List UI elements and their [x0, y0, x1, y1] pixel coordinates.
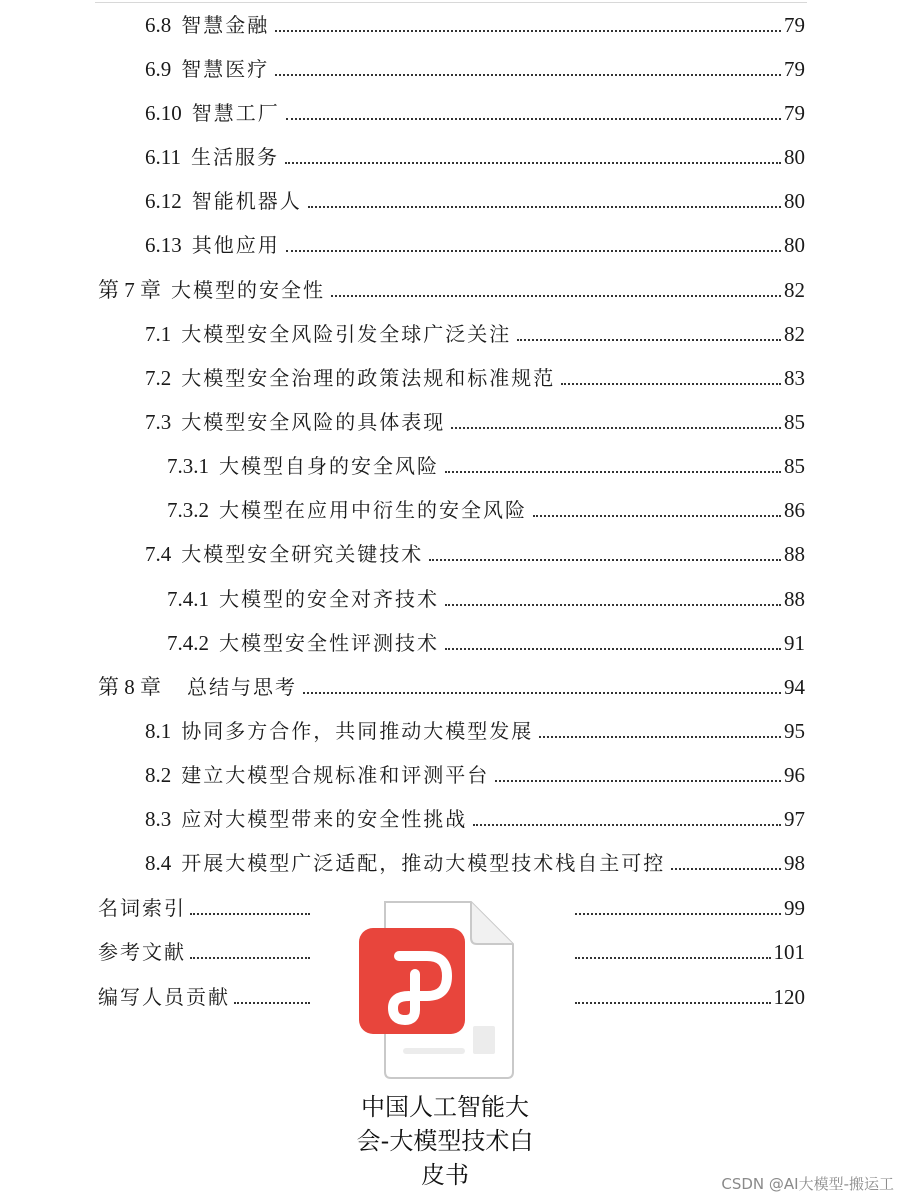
- toc-dot-leader: [445, 604, 781, 606]
- toc-entry-page: 83: [784, 366, 805, 390]
- toc-chapter-number: 第 8 章: [98, 675, 161, 699]
- toc-entry-title: 大模型的安全性: [171, 278, 325, 302]
- toc-entry[interactable]: [145, 537, 805, 567]
- toc-entry[interactable]: [145, 96, 805, 126]
- toc-entry-title: 名词索引: [98, 896, 186, 920]
- toc-chapter-entry[interactable]: [98, 273, 805, 303]
- toc-entry-title: 协同多方合作，共同推动大模型发展: [181, 719, 534, 743]
- toc-entry-title: 编写人员贡献: [98, 985, 230, 1009]
- toc-entry[interactable]: [145, 8, 805, 38]
- toc-dot-leader: [539, 736, 781, 738]
- toc-dot-leader: [451, 427, 781, 429]
- file-name-line: 中国人工智能大: [361, 1093, 529, 1121]
- toc-entry-number: 7.3.2: [167, 498, 209, 522]
- toc-dot-leader: [303, 692, 781, 694]
- toc-entry-title: 大模型安全风险的具体表现: [181, 410, 446, 434]
- toc-entry-page: 80: [784, 189, 805, 213]
- toc-entry-title: 生活服务: [190, 145, 279, 169]
- toc-entry-title: 智慧金融: [181, 13, 270, 37]
- source-watermark: CSDN @AI大模型-搬运工: [721, 1175, 894, 1193]
- toc-entry-page: 96: [784, 763, 805, 787]
- toc-dot-leader: [275, 30, 781, 32]
- toc-entry-page: 120: [773, 985, 805, 1009]
- toc-subentry[interactable]: [167, 626, 805, 656]
- toc-subentry[interactable]: [167, 449, 805, 479]
- toc-entry-number: 6.12: [145, 189, 182, 213]
- toc-dot-leader: [473, 824, 781, 826]
- toc-entry[interactable]: [145, 184, 805, 214]
- toc-entry-title: 智慧医疗: [181, 57, 270, 81]
- toc-entry-number: 7.3.1: [167, 454, 209, 478]
- toc-subentry[interactable]: [167, 582, 805, 612]
- toc-entry-title: 大模型安全治理的政策法规和标准规范: [181, 366, 556, 390]
- toc-dot-leader: [429, 559, 781, 561]
- toc-entry-number: 8.4: [145, 851, 172, 875]
- toc-dot-leader: [308, 206, 781, 208]
- toc-entry-page: 85: [784, 454, 805, 478]
- toc-entry-title: 大模型自身的安全风险: [219, 454, 439, 478]
- toc-dot-leader: [234, 1002, 310, 1004]
- toc-entry-title: 大模型的安全对齐技术: [219, 587, 439, 611]
- toc-entry-page: 82: [784, 322, 805, 346]
- toc-dot-leader: [575, 957, 771, 959]
- toc-entry[interactable]: [145, 802, 805, 832]
- toc-dot-leader: [285, 162, 781, 164]
- toc-entry-page: 88: [784, 542, 805, 566]
- toc-entry-page: 88: [784, 587, 805, 611]
- toc-dot-leader: [445, 471, 781, 473]
- toc-entry[interactable]: [145, 52, 805, 82]
- toc-entry-number: 7.3: [145, 410, 172, 434]
- toc-entry-title: 智能机器人: [191, 189, 302, 213]
- toc-entry-title: 智慧工厂: [191, 101, 280, 125]
- toc-entry-page: 79: [784, 101, 805, 125]
- wps-pdf-file-icon[interactable]: [355, 898, 517, 1080]
- toc-dot-leader: [286, 118, 781, 120]
- toc-entry-index-page[interactable]: [575, 891, 805, 921]
- toc-entry-page: 85: [784, 410, 805, 434]
- toc-entry-title: 大模型在应用中衍生的安全风险: [219, 498, 527, 522]
- toc-entry-title: 参考文献: [98, 940, 186, 964]
- toc-dot-leader: [533, 515, 781, 517]
- toc-entry-number: 6.13: [145, 233, 182, 257]
- toc-subentry[interactable]: [167, 493, 805, 523]
- toc-entry-title: 大模型安全风险引发全球广泛关注: [181, 322, 512, 346]
- toc-entry-index[interactable]: [98, 891, 310, 921]
- toc-entry-page: 94: [784, 675, 805, 699]
- toc-entry-number: 8.1: [145, 719, 172, 743]
- toc-entry-number: 6.9: [145, 57, 172, 81]
- toc-dot-leader: [275, 74, 781, 76]
- toc-entry-number: 6.11: [145, 145, 181, 169]
- toc-entry-page: 80: [784, 145, 805, 169]
- toc-entry-references-page[interactable]: [575, 935, 805, 965]
- toc-entry-contributors[interactable]: [98, 980, 310, 1010]
- toc-entry-number: 7.2: [145, 366, 172, 390]
- toc-entry-title: 大模型安全性评测技术: [219, 631, 439, 655]
- toc-entry[interactable]: [145, 405, 805, 435]
- page-top-rule: [95, 2, 807, 3]
- toc-entry-page: 79: [784, 13, 805, 37]
- toc-dot-leader: [575, 913, 781, 915]
- toc-entry-page: 98: [784, 851, 805, 875]
- toc-entry-number: 7.1: [145, 322, 172, 346]
- toc-entry-title: 建立大模型合规标准和评测平台: [181, 763, 490, 787]
- toc-entry[interactable]: [145, 228, 805, 258]
- toc-entry[interactable]: [145, 714, 805, 744]
- file-name-line: 皮书: [421, 1161, 469, 1189]
- toc-entry-title: 总结与思考: [187, 675, 297, 699]
- toc-entry-number: 6.10: [145, 101, 182, 125]
- toc-entry-contributors-page[interactable]: [575, 980, 805, 1010]
- toc-dot-leader: [190, 957, 310, 959]
- toc-entry-number: 8.3: [145, 807, 172, 831]
- toc-entry-number: 7.4.1: [167, 587, 209, 611]
- toc-entry-title: 大模型安全研究关键技术: [181, 542, 424, 566]
- file-name-line: 会-大模型技术白: [356, 1127, 534, 1155]
- toc-entry-page: 80: [784, 233, 805, 257]
- toc-dot-leader: [561, 383, 781, 385]
- toc-entry[interactable]: [145, 317, 805, 347]
- toc-chapter-number: 第 7 章: [98, 278, 161, 302]
- toc-dot-leader: [495, 780, 781, 782]
- toc-dot-leader: [575, 1002, 771, 1004]
- toc-entry[interactable]: [145, 846, 805, 876]
- toc-chapter-entry[interactable]: [98, 670, 805, 700]
- toc-dot-leader: [190, 913, 310, 915]
- toc-entry-number: 8.2: [145, 763, 172, 787]
- toc-entry-page: 101: [773, 940, 805, 964]
- toc-entry-number: 7.4.2: [167, 631, 209, 655]
- toc-entry[interactable]: [145, 140, 805, 170]
- toc-entry-page: 79: [784, 57, 805, 81]
- toc-dot-leader: [286, 250, 781, 252]
- toc-dot-leader: [517, 339, 781, 341]
- toc-entry-page: 91: [784, 631, 805, 655]
- toc-entry-page: 82: [784, 278, 805, 302]
- toc-entry-page: 97: [784, 807, 805, 831]
- toc-dot-leader: [331, 295, 781, 297]
- toc-entry[interactable]: [145, 361, 805, 391]
- toc-entry-title: 应对大模型带来的安全性挑战: [181, 807, 468, 831]
- toc-entry-number: 6.8: [145, 13, 172, 37]
- file-name-label[interactable]: [330, 1090, 560, 1192]
- toc-entry-title: 开展大模型广泛适配，推动大模型技术栈自主可控: [181, 851, 666, 875]
- toc-entry[interactable]: [145, 758, 805, 788]
- toc-entry-page: 99: [784, 896, 805, 920]
- toc-entry-references[interactable]: [98, 935, 310, 965]
- toc-dot-leader: [671, 868, 781, 870]
- toc-dot-leader: [445, 648, 781, 650]
- toc-entry-page: 86: [784, 498, 805, 522]
- toc-entry-title: 其他应用: [191, 233, 280, 257]
- toc-entry-number: 7.4: [145, 542, 172, 566]
- toc-entry-page: 95: [784, 719, 805, 743]
